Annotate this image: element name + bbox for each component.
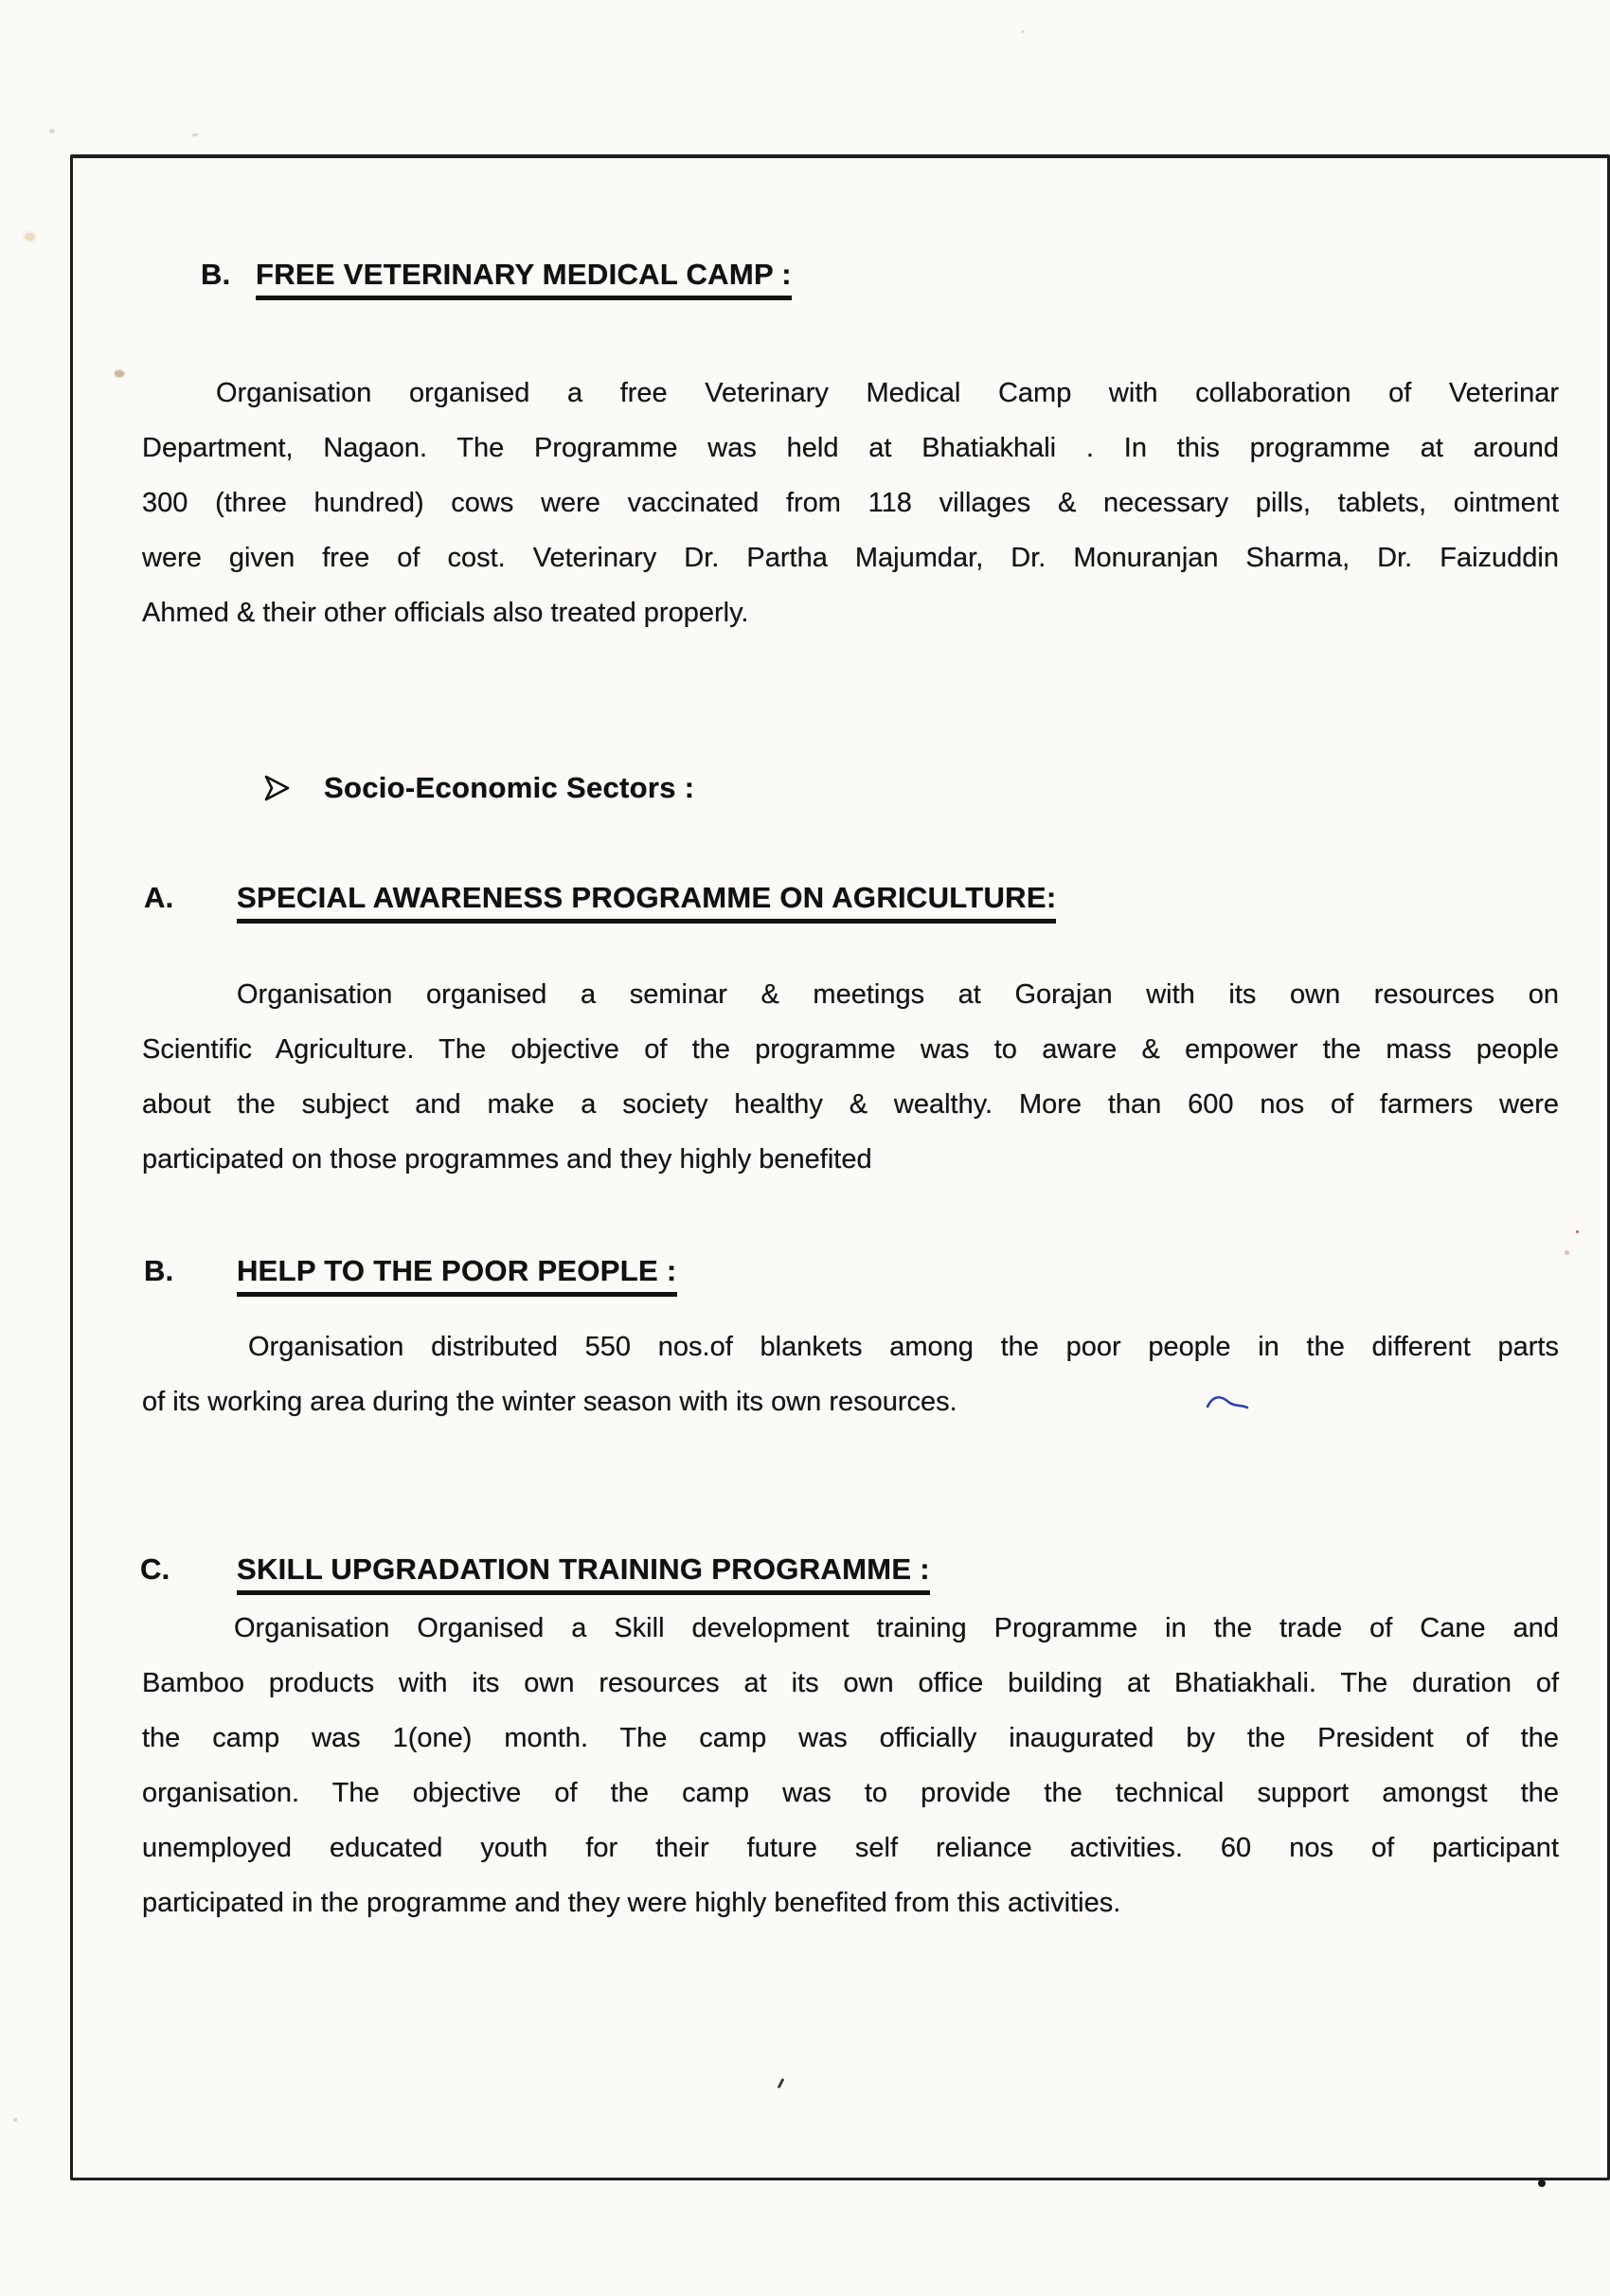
text-line: of its working area during the winter season with its own resources. [142, 1387, 957, 1417]
text-line: Scientific Agriculture. The objective of the programme was to aware & empower the mass people [142, 1034, 1559, 1065]
arrowhead-bullet-icon [263, 770, 324, 810]
paper-speck [1576, 1230, 1579, 1233]
section-heading-poor-people [144, 1253, 677, 1297]
text-line: Department, Nagaon. The Programme was held at Bhatiakhali . In this programme at around [142, 433, 1559, 463]
paper-speck [1021, 30, 1025, 33]
text-line: organisation. The objective of the camp was to provide the technical support amongst the [142, 1778, 1559, 1808]
paragraph-agriculture [142, 967, 1559, 1187]
paragraph-veterinary [142, 366, 1559, 640]
text-line: 300 (three hundred) cows were vaccinated from 118 villages & necessary pills, tablets, ointment [142, 488, 1559, 518]
text-line: Bamboo products with its own resources at its own office building at Bhatiakhali. The duration of [142, 1668, 1559, 1698]
heading-text: SPECIAL AWARENESS PROGRAMME ON AGRICULTURE: [237, 880, 1056, 924]
text-line: about the subject and make a society healthy & wealthy. More than 600 nos of farmers were [142, 1089, 1559, 1120]
ink-dot [1538, 2179, 1546, 2187]
text-line: participated in the programme and they were highly benefited from this activities. [142, 1888, 1121, 1918]
paper-speck [115, 370, 124, 377]
section-heading-skill [140, 1552, 930, 1595]
paper-speck [192, 133, 199, 136]
section-heading-socio-economic [263, 770, 694, 810]
text-line: Organisation distributed 550 nos.of blankets among the poor people in the different parts [248, 1332, 1559, 1362]
pen-squiggle-mark [1205, 1390, 1250, 1422]
text-line: Ahmed & their other officials also treated properly. [142, 598, 749, 628]
heading-prefix: B. [144, 1254, 174, 1287]
text-line: Organisation Organised a Skill development training Programme in the trade of Cane and [234, 1613, 1559, 1643]
heading-prefix: B. [201, 258, 231, 291]
text-line: were given free of cost. Veterinary Dr. Partha Majumdar, Dr. Monuranjan Sharma, Dr. Faizuddin [142, 543, 1559, 573]
heading-prefix: A. [144, 881, 174, 914]
heading-text: HELP TO THE POOR PEOPLE : [237, 1253, 677, 1297]
text-line: unemployed educated youth for their future self reliance activities. 60 nos of participant [142, 1833, 1559, 1863]
section-heading-agriculture [144, 880, 1056, 924]
paper-speck [1565, 1250, 1569, 1255]
paragraph-poor-people [142, 1319, 1559, 1429]
heading-prefix: C. [140, 1552, 170, 1586]
text-line: Organisation organised a seminar & meetings at Gorajan with its own resources on [237, 979, 1559, 1010]
paper-speck [25, 233, 35, 241]
heading-text: FREE VETERINARY MEDICAL CAMP : [256, 257, 792, 300]
paper-speck [13, 2118, 17, 2122]
section-heading-veterinary [201, 257, 792, 300]
paper-speck [49, 129, 55, 134]
text-line: the camp was 1(one) month. The camp was officially inaugurated by the President of the [142, 1723, 1559, 1753]
heading-text: SKILL UPGRADATION TRAINING PROGRAMME : [237, 1552, 930, 1595]
paragraph-skill [142, 1601, 1559, 1930]
heading-text: Socio-Economic Sectors : [324, 771, 695, 804]
text-line: Organisation organised a free Veterinary Medical Camp with collaboration of Veterinar [216, 378, 1559, 408]
text-line: participated on those programmes and they highly benefited [142, 1144, 872, 1175]
